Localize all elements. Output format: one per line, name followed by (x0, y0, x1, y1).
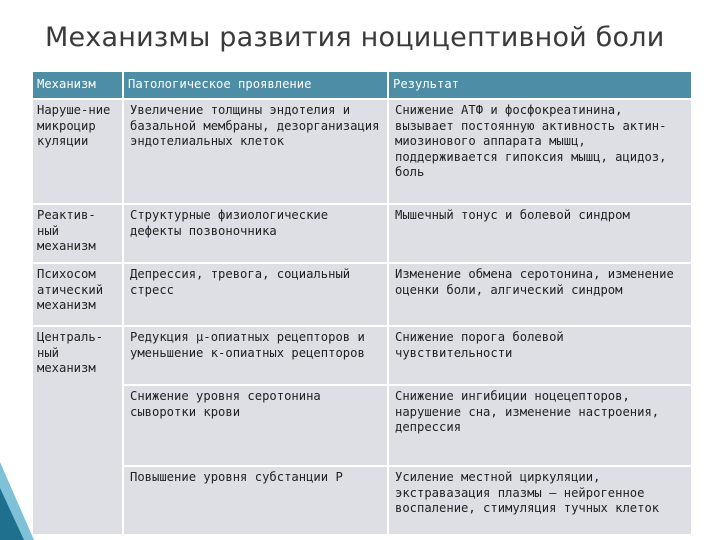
table-row (33, 326, 691, 385)
table-row (33, 385, 691, 466)
result-cell: Мышечный тонус и болевой синдром (388, 204, 691, 263)
table-header-row (33, 72, 691, 99)
table-row (33, 466, 691, 534)
slide-title: Механизмы развития ноцицептивной боли (45, 22, 665, 53)
result-cell: Снижение ингибиции ноцецепторов, нарушение сна, изменение настроения, депрессия (388, 385, 691, 466)
corner-decoration (0, 440, 40, 540)
manifestation-cell: Структурные физиологические дефекты позвоночника (123, 204, 388, 263)
header-result: Результат (388, 72, 691, 99)
manifestation-cell: Редукция μ-опиатных рецепторов и уменьшение κ-опиатных рецепторов (123, 326, 388, 385)
result-cell: Снижение АТФ и фосфокреатинина, вызывает постоянную активность актин-миозинового аппарата мышц, поддерживается гипоксия мышц, ацидоз, боль (388, 99, 691, 204)
mechanism-cell: Реактив-ный механизм (33, 204, 123, 263)
manifestation-cell: Снижение уровня серотонина сыворотки крови (123, 385, 388, 466)
result-cell: Снижение порога болевой чувствительности (388, 326, 691, 385)
table-row (33, 204, 691, 263)
mechanism-cell: Психосом атический механизм (33, 263, 123, 326)
result-cell: Изменение обмена серотонина, изменение оценки боли, алгический синдром (388, 263, 691, 326)
table-row (33, 99, 691, 204)
header-manifestation: Патологическое проявление (123, 72, 388, 99)
mechanisms-table (33, 72, 691, 534)
manifestation-cell: Повышение уровня субстанции Р (123, 466, 388, 534)
mechanism-cell: Централь-ный механизм (33, 326, 123, 534)
table-row (33, 263, 691, 326)
manifestation-cell: Увеличение толщины эндотелия и базальной мембраны, дезорганизация эндотелиальных клеток (123, 99, 388, 204)
manifestation-cell: Депрессия, тревога, социальный стресс (123, 263, 388, 326)
mechanism-cell: Наруше-ние микроцир куляции (33, 99, 123, 204)
header-mechanism: Механизм (33, 72, 123, 99)
result-cell: Усиление местной циркуляции, экстравазация плазмы – нейрогенное воспаление, стимуляция тучных клеток (388, 466, 691, 534)
